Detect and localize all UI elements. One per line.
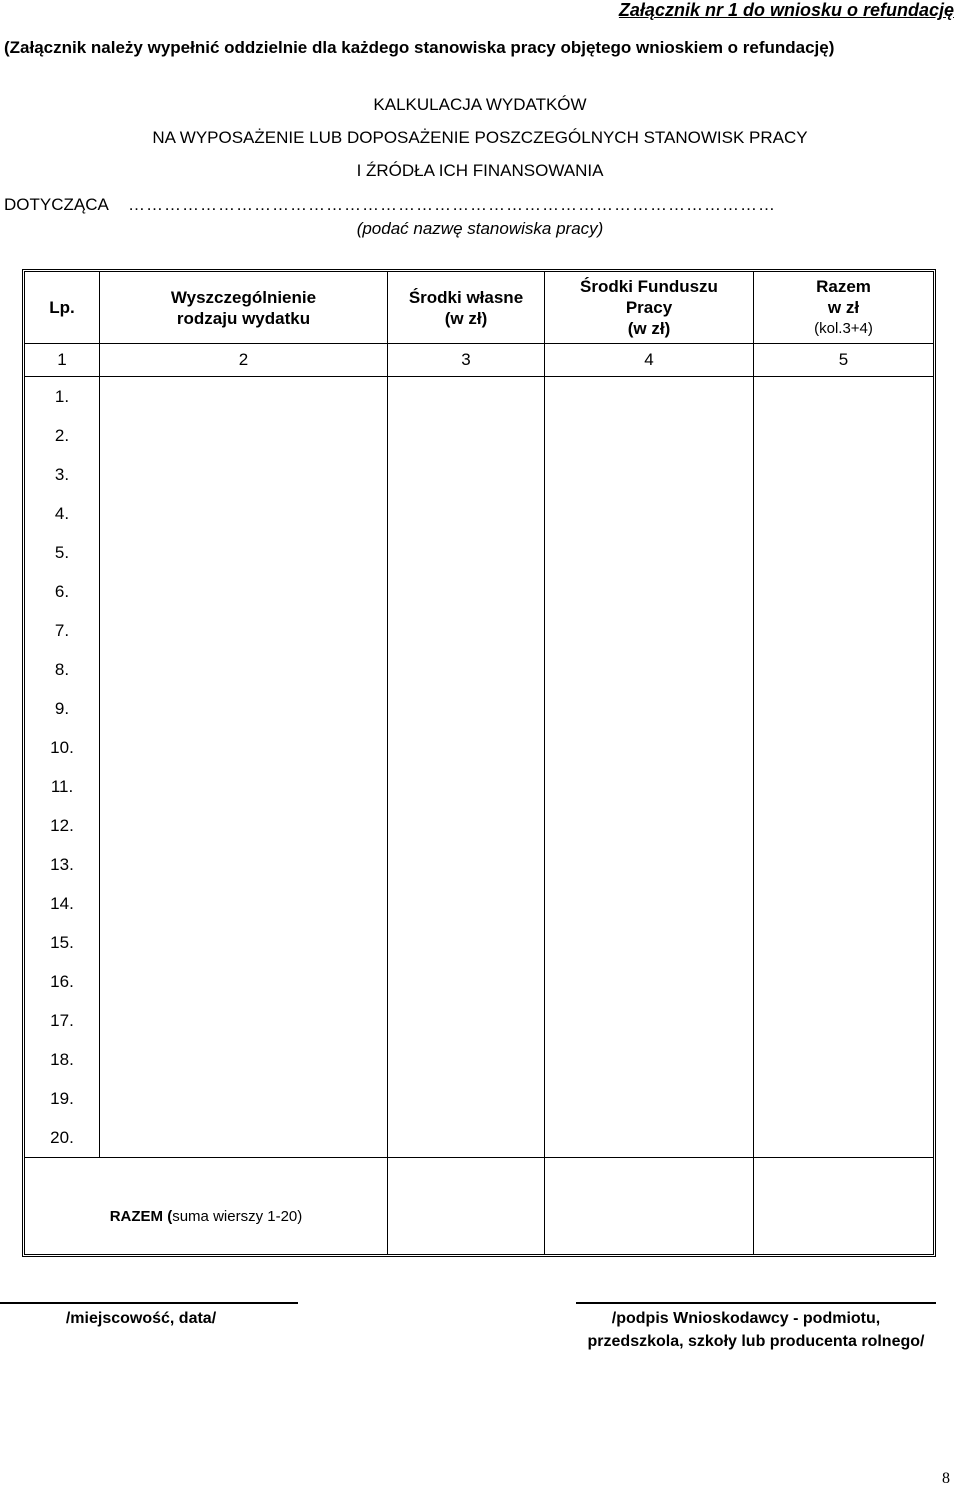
expense-description-cell[interactable] [99, 1118, 387, 1157]
labour-fund-cell[interactable] [544, 611, 753, 650]
document-title-line-3: I ŹRÓDŁA ICH FINANSOWANIA [356, 161, 604, 180]
own-funds-cell[interactable] [387, 494, 544, 533]
sum-label-bold: RAZEM ( [109, 1207, 173, 1225]
labour-fund-cell[interactable] [544, 572, 753, 611]
total-cell[interactable] [753, 767, 933, 806]
labour-fund-cell[interactable] [544, 884, 753, 923]
row-number: 8. [54, 659, 70, 679]
labour-fund-cell[interactable] [544, 376, 753, 416]
header-labour-fund: Środki Funduszu Pracy (w zł) [544, 272, 753, 343]
header-own-funds: Środki własne (w zł) [387, 272, 544, 343]
instruction-note: (Załącznik należy wypełnić oddzielnie dla każdego stanowiska pracy objętego wnioskiem o refundację) [4, 38, 835, 57]
expense-description-cell[interactable] [99, 611, 387, 650]
labour-fund-cell[interactable] [544, 845, 753, 884]
labour-fund-cell[interactable] [544, 1040, 753, 1079]
document-title-line-2: NA WYPOSAŻENIE LUB DOPOSAŻENIE POSZCZEGÓLNYCH STANOWISK PRACY [152, 128, 808, 147]
labour-fund-cell[interactable] [544, 728, 753, 767]
total-cell[interactable] [753, 845, 933, 884]
total-cell[interactable] [753, 533, 933, 572]
total-cell[interactable] [753, 689, 933, 728]
column-numbers-row [25, 343, 933, 376]
row-number: 13. [50, 854, 74, 874]
document-title-line-1: KALKULACJA WYDATKÓW [373, 95, 587, 114]
expense-description-cell[interactable] [99, 416, 387, 455]
row-number: 6. [54, 581, 70, 601]
concerning-label: DOTYCZĄCA [4, 195, 109, 214]
total-cell[interactable] [753, 611, 933, 650]
sum-row [25, 1157, 933, 1254]
expense-description-cell[interactable] [99, 455, 387, 494]
table-row [25, 1040, 933, 1079]
expense-description-cell[interactable] [99, 728, 387, 767]
table-row [25, 1001, 933, 1040]
header-description: Wyszczególnienie rodzaju wydatku [99, 272, 387, 343]
row-number: 10. [50, 737, 74, 757]
total-cell[interactable] [753, 1040, 933, 1079]
expense-description-cell[interactable] [99, 962, 387, 1001]
row-number: 18. [50, 1049, 74, 1069]
total-cell[interactable] [753, 884, 933, 923]
total-cell[interactable] [753, 376, 933, 416]
table-row [25, 689, 933, 728]
total-cell[interactable] [753, 806, 933, 845]
expense-description-cell[interactable] [99, 689, 387, 728]
position-name-field[interactable]: ……………………………………………………………………………………………… [128, 195, 776, 214]
row-number: 19. [50, 1088, 74, 1108]
labour-fund-cell[interactable] [544, 962, 753, 1001]
own-funds-cell[interactable] [387, 650, 544, 689]
total-cell[interactable] [753, 1118, 933, 1157]
sum-label-cell [25, 1157, 387, 1254]
column-number: 1 [25, 343, 99, 376]
row-number: 12. [50, 815, 74, 835]
sum-labour-fund-cell[interactable] [544, 1157, 753, 1254]
table-row [25, 455, 933, 494]
own-funds-cell[interactable] [387, 923, 544, 962]
column-number: 2 [99, 343, 387, 376]
own-funds-cell[interactable] [387, 884, 544, 923]
row-number: 14. [50, 893, 74, 913]
expense-description-cell[interactable] [99, 923, 387, 962]
signature-label-1: /podpis Wnioskodawcy - podmiotu, [611, 1310, 881, 1327]
column-number: 5 [753, 343, 933, 376]
expense-description-cell[interactable] [99, 845, 387, 884]
labour-fund-cell[interactable] [544, 455, 753, 494]
expense-description-cell[interactable] [99, 494, 387, 533]
own-funds-cell[interactable] [387, 533, 544, 572]
row-number: 4. [54, 503, 70, 523]
expense-description-cell[interactable] [99, 1001, 387, 1040]
total-cell[interactable] [753, 1079, 933, 1118]
labour-fund-cell[interactable] [544, 923, 753, 962]
header-total: Razem w zł (kol.3+4) [753, 272, 933, 343]
position-name-hint: (podać nazwę stanowiska pracy) [356, 219, 604, 238]
column-number: 4 [544, 343, 753, 376]
row-number: 17. [50, 1010, 74, 1030]
row-number: 15. [50, 932, 74, 952]
expense-description-cell[interactable] [99, 533, 387, 572]
own-funds-cell[interactable] [387, 455, 544, 494]
own-funds-cell[interactable] [387, 416, 544, 455]
table-row [25, 416, 933, 455]
expense-description-cell[interactable] [99, 650, 387, 689]
total-cell[interactable] [753, 1001, 933, 1040]
table-row [25, 806, 933, 845]
own-funds-cell[interactable] [387, 689, 544, 728]
row-number: 9. [54, 698, 70, 718]
total-cell[interactable] [753, 962, 933, 1001]
own-funds-cell[interactable] [387, 1118, 544, 1157]
sum-own-funds-cell[interactable] [387, 1157, 544, 1254]
signature-line [576, 1302, 936, 1304]
sum-total-cell[interactable] [753, 1157, 933, 1254]
expense-description-cell[interactable] [99, 1040, 387, 1079]
expense-description-cell[interactable] [99, 1079, 387, 1118]
labour-fund-cell[interactable] [544, 494, 753, 533]
own-funds-cell[interactable] [387, 1040, 544, 1079]
own-funds-cell[interactable] [387, 611, 544, 650]
own-funds-cell[interactable] [387, 845, 544, 884]
place-date-label: /miejscowość, data/ [65, 1310, 217, 1327]
row-number: 1. [25, 376, 99, 416]
total-cell[interactable] [753, 455, 933, 494]
total-cell[interactable] [753, 416, 933, 455]
own-funds-cell[interactable] [387, 767, 544, 806]
sum-label-rest: suma wierszy 1-20) [172, 1207, 303, 1225]
table-row [25, 1079, 933, 1118]
table-row [25, 572, 933, 611]
row-number: 3. [54, 464, 70, 484]
labour-fund-cell[interactable] [544, 416, 753, 455]
place-date-line [0, 1302, 298, 1304]
table-row [25, 923, 933, 962]
header-lp: Lp. [49, 298, 75, 317]
expense-description-cell[interactable] [99, 806, 387, 845]
annex-title: Załącznik nr 1 do wniosku o refundację [618, 0, 954, 20]
labour-fund-cell[interactable] [544, 1001, 753, 1040]
own-funds-cell[interactable] [387, 1001, 544, 1040]
labour-fund-cell[interactable] [544, 650, 753, 689]
row-number: 2. [54, 425, 70, 445]
row-number: 7. [54, 620, 70, 640]
table-row [25, 1118, 933, 1157]
table-row [25, 728, 933, 767]
own-funds-cell[interactable] [387, 1079, 544, 1118]
own-funds-cell[interactable] [387, 728, 544, 767]
own-funds-cell[interactable] [387, 376, 544, 416]
expense-table [22, 269, 936, 1257]
expense-description-cell[interactable] [99, 572, 387, 611]
labour-fund-cell[interactable] [544, 767, 753, 806]
column-number: 3 [387, 343, 544, 376]
labour-fund-cell[interactable] [544, 1118, 753, 1157]
total-cell[interactable] [753, 728, 933, 767]
expense-description-cell[interactable] [99, 884, 387, 923]
table-row [25, 884, 933, 923]
table-row [25, 650, 933, 689]
total-cell[interactable] [753, 494, 933, 533]
own-funds-cell[interactable] [387, 572, 544, 611]
own-funds-cell[interactable] [387, 962, 544, 1001]
table-row [25, 962, 933, 1001]
table-row [25, 611, 933, 650]
total-cell[interactable] [753, 923, 933, 962]
labour-fund-cell[interactable] [544, 806, 753, 845]
row-number: 16. [50, 971, 74, 991]
total-cell[interactable] [753, 650, 933, 689]
row-number: 5. [54, 542, 70, 562]
page-number: 8 [942, 1470, 950, 1487]
total-cell[interactable] [753, 572, 933, 611]
table-row [25, 533, 933, 572]
signature-label-2: przedszkola, szkoły lub producenta rolnego/ [587, 1333, 925, 1350]
labour-fund-cell[interactable] [544, 689, 753, 728]
table-row [25, 767, 933, 806]
expense-description-cell[interactable] [99, 767, 387, 806]
row-number: 11. [50, 776, 74, 796]
own-funds-cell[interactable] [387, 806, 544, 845]
labour-fund-cell[interactable] [544, 533, 753, 572]
expense-description-cell[interactable] [99, 376, 387, 416]
labour-fund-cell[interactable] [544, 1079, 753, 1118]
table-row [25, 494, 933, 533]
table-row [25, 376, 933, 416]
table-row [25, 845, 933, 884]
row-number: 20. [50, 1127, 74, 1147]
